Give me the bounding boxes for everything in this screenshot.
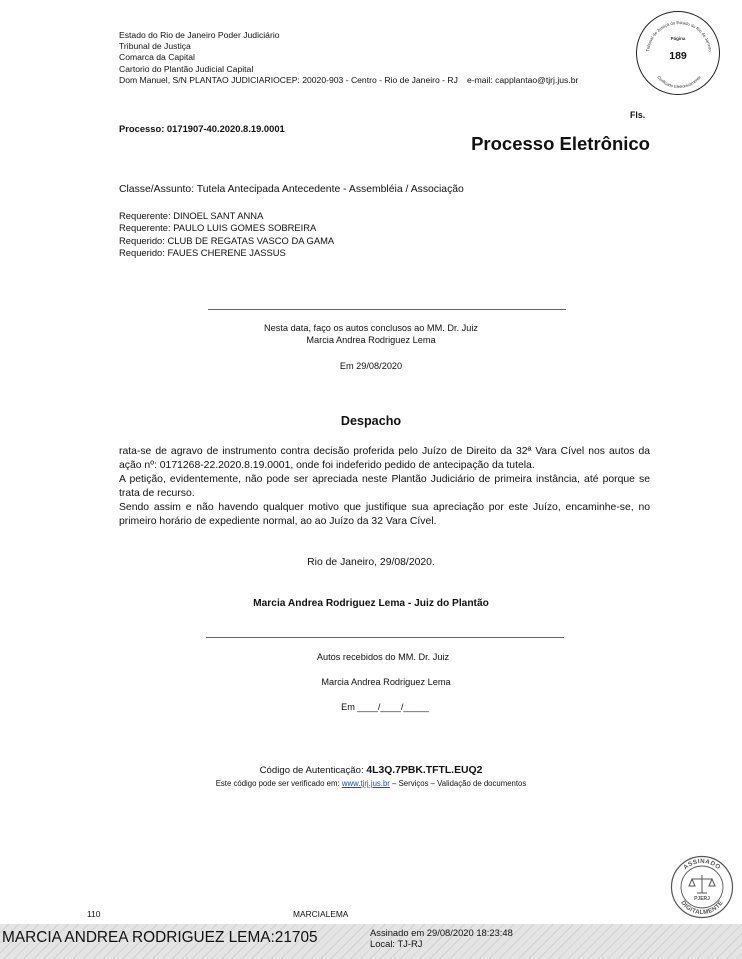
signed-location: Local: TJ-RJ bbox=[370, 937, 423, 949]
court-header bbox=[119, 30, 578, 86]
despacho-paragraph: A petição, evidentemente, não pode ser apreciada neste Plantão Judiciário de primeira instância, até porque se trata de recurso. bbox=[119, 474, 650, 500]
header-line: Comarca da Capital bbox=[119, 52, 195, 63]
signed-datetime: Assinado em 29/08/2020 18:23:48 bbox=[370, 927, 513, 938]
place-date: Rio de Janeiro, 29/08/2020. bbox=[307, 557, 435, 568]
received-judge: Marcia Andrea Rodriguez Lema bbox=[321, 677, 451, 687]
seal-mark: PJERJ bbox=[694, 896, 710, 902]
stamp-top-text: Tribunal de Justiça do Estado do Rio de Janeiro bbox=[645, 19, 713, 52]
process-number: Processo: 0171907-40.2020.8.19.0001 bbox=[119, 123, 285, 134]
seal-top-text: ASSINADO bbox=[682, 857, 722, 872]
svg-text:Cerificado Eletronicamente bbox=[656, 74, 702, 89]
conclusos-judge: Marcia Andrea Rodriguez Lema bbox=[306, 335, 436, 345]
signer-name: MARCIA ANDREA RODRIGUEZ LEMA:21705 bbox=[2, 929, 318, 946]
auth-code: 4L3Q.7PBK.TFTL.EUQ2 bbox=[366, 765, 483, 776]
verify-suffix: – Serviços – Validação de documentos bbox=[392, 779, 527, 788]
header-email: e-mail: capplantao@tjrj.jus.br bbox=[466, 74, 579, 85]
party-item: Requerido: FAUES CHERENE JASSUS bbox=[119, 247, 286, 259]
class-subject: Classe/Assunto: Tutela Antecipada Antecedente - Assembléia / Associação bbox=[119, 184, 464, 195]
party-item: Requerido: CLUB DE REGATAS VASCO DA GAMA bbox=[119, 234, 335, 246]
auth-label: Código de Autenticação: bbox=[259, 765, 364, 776]
header-address-line bbox=[119, 75, 578, 86]
authentication-line bbox=[0, 765, 742, 776]
page-stamp bbox=[636, 11, 720, 95]
verify-link[interactable]: www.tjrj.jus.br bbox=[341, 779, 390, 788]
footer-username: MARCIALEMA bbox=[293, 909, 349, 919]
received-date-blank: Em ____/____/_____ bbox=[341, 702, 429, 712]
party-item: Requerente: DINOEL SANT ANNA bbox=[119, 210, 264, 221]
header-line: Tribunal de Justiça bbox=[119, 41, 191, 52]
digital-seal bbox=[670, 855, 734, 919]
stamp-bottom-text: Cerificado Eletronicamente bbox=[656, 74, 702, 90]
judge-signature: Marcia Andrea Rodriguez Lema - Juiz do Plantão bbox=[253, 598, 489, 609]
despacho-body bbox=[119, 445, 650, 530]
divider bbox=[208, 309, 566, 310]
parties-list bbox=[119, 210, 334, 260]
verification-line bbox=[0, 779, 742, 788]
header-address: Dom Manuel, S/N PLANTAO JUDICIARIOCEP: 20020-903 - Centro - Rio de Janeiro - RJ bbox=[119, 74, 458, 85]
header-line: Cartorio do Plantão Judicial Capital bbox=[119, 63, 254, 74]
seal-icon bbox=[670, 855, 734, 919]
received-line: Autos recebidos do MM. Dr. Juiz bbox=[316, 652, 450, 662]
footer-number: 110 bbox=[87, 909, 101, 919]
despacho-title: Despacho bbox=[340, 414, 402, 428]
conclusos-line: Nesta data, faço os autos conclusos ao MM. Dr. Juiz bbox=[264, 323, 478, 333]
despacho-paragraph: Sendo assim e não havendo qualquer motivo que justifique sua apreciação por este Juízo, encaminhe-se, no primeiro horário de expediente normal, ao ao Juízo da 32 Vara Cível. bbox=[119, 502, 650, 528]
stamp-page-label: Página bbox=[670, 36, 686, 41]
party-item: Requerente: PAULO LUIS GOMES SOBREIRA bbox=[119, 222, 317, 234]
document-title: Processo Eletrônico bbox=[471, 133, 650, 154]
signature-info bbox=[370, 928, 513, 949]
header-line: Estado do Rio de Janeiro Poder Judiciário bbox=[119, 30, 280, 40]
stamp-page-number: 189 bbox=[669, 50, 687, 62]
despacho-paragraph: rata-se de agravo de instrumento contra decisão proferida pelo Juízo de Direito da 32ª Vara Cível nos autos da ação nº: 0171268-22.2020.8.19.0001, onde foi indeferido pedido de antecipação da tutela. bbox=[119, 446, 650, 472]
verify-prefix: Este código pode ser verificado em: bbox=[215, 779, 340, 788]
seal-bottom-text: DIGITALMENTE bbox=[679, 899, 725, 917]
divider bbox=[206, 637, 564, 638]
conclusos-date: Em 29/08/2020 bbox=[339, 361, 403, 371]
fls-label: Fls. bbox=[630, 110, 646, 120]
